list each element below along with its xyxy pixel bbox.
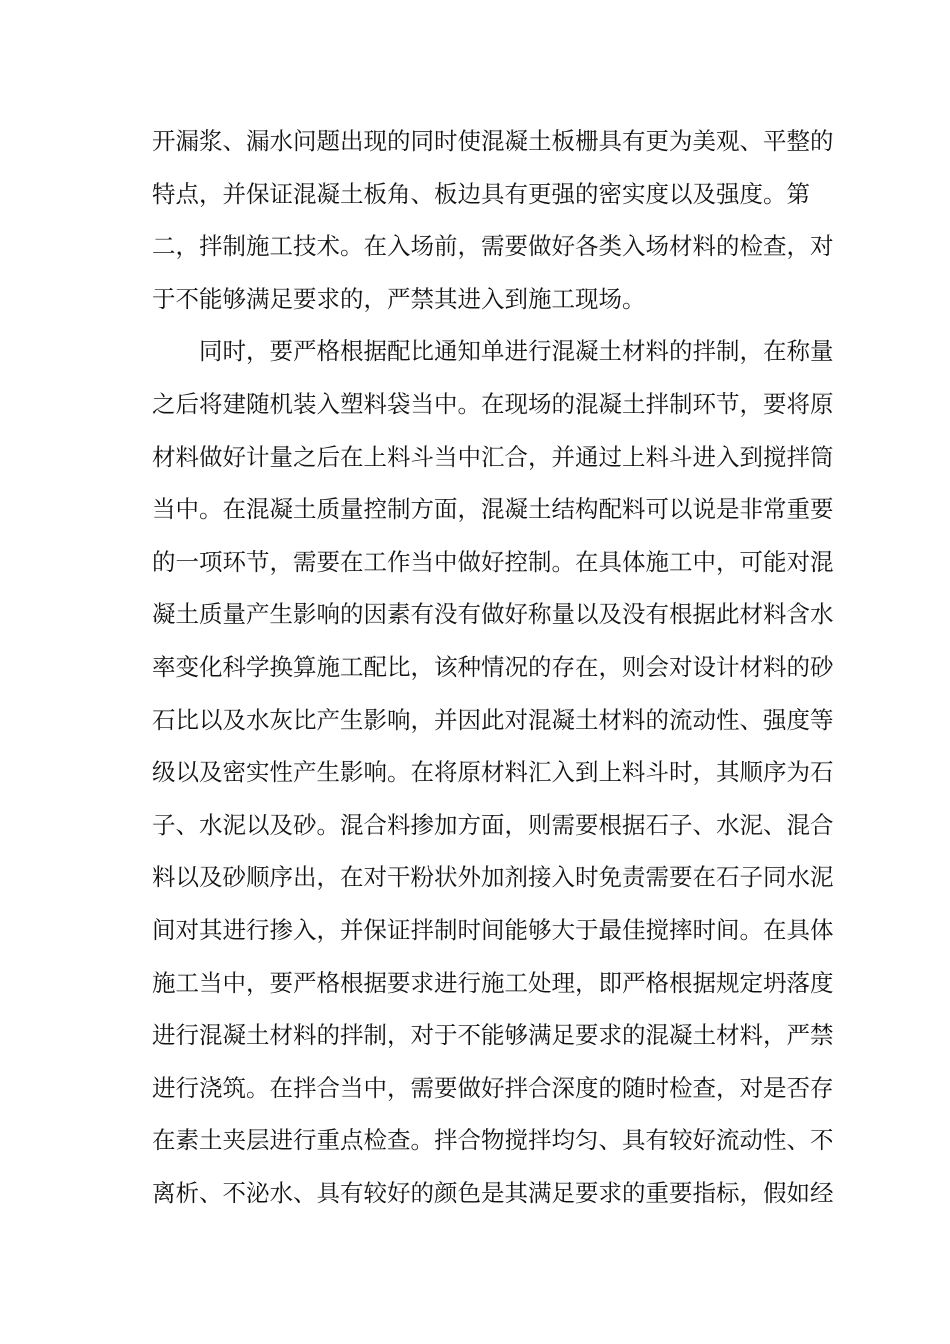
- text-line: 的一项环节，需要在工作当中做好控制。在具体施工中，可能对混: [152, 547, 834, 576]
- text-line: 子、水泥以及砂。混合料掺加方面，则需要根据石子、水泥、混合: [152, 810, 834, 839]
- text-line: 同时，要严格根据配比通知单进行混凝土材料的拌制，在称量: [199, 337, 834, 366]
- text-line: 率变化科学换算施工配比，该种情况的存在，则会对设计材料的砂: [152, 652, 834, 681]
- text-line: 特点，并保证混凝土板角、板边具有更强的密实度以及强度。第: [152, 179, 810, 208]
- text-line: 当中。在混凝土质量控制方面，混凝土结构配料可以说是非常重要: [152, 495, 834, 524]
- text-line: 料以及砂顺序出，在对干粉状外加剂接入时免责需要在石子同水泥: [152, 863, 834, 892]
- text-line: 二，拌制施工技术。在入场前，需要做好各类入场材料的检查，对: [152, 232, 834, 261]
- text-line: 间对其进行掺入，并保证拌制时间能够大于最佳搅摔时间。在具体: [152, 915, 834, 944]
- paragraph-1: [152, 115, 834, 325]
- text-line: 之后将建随机装入塑料袋当中。在现场的混凝土拌制环节，要将原: [152, 389, 834, 418]
- text-line: 离析、不泌水、具有较好的颜色是其满足要求的重要指标，假如经: [152, 1178, 834, 1207]
- text-line: 进行浇筑。在拌合当中，需要做好拌合深度的随时检查，对是否存: [152, 1073, 834, 1102]
- text-line: 于不能够满足要求的，严禁其进入到施工现场。: [152, 284, 646, 313]
- text-line: 石比以及水灰比产生影响，并因此对混凝土材料的流动性、强度等: [152, 705, 834, 734]
- body-text: [152, 115, 834, 1219]
- paragraph-2: [152, 325, 834, 1219]
- text-line: 凝土质量产生影响的因素有没有做好称量以及没有根据此材料含水: [152, 600, 834, 629]
- text-line: 施工当中，要严格根据要求进行施工处理，即严格根据规定坍落度: [152, 968, 834, 997]
- text-line: 材料做好计量之后在上料斗当中汇合，并通过上料斗进入到搅拌筒: [152, 442, 834, 471]
- text-line: 开漏浆、漏水问题出现的同时使混凝土板栅具有更为美观、平整的: [152, 127, 834, 155]
- text-line: 级以及密实性产生影响。在将原材料汇入到上料斗时，其顺序为石: [152, 758, 834, 787]
- text-line: 进行混凝土材料的拌制，对于不能够满足要求的混凝土材料，严禁: [152, 1021, 834, 1050]
- text-line: 在素土夹层进行重点检查。拌合物搅拌均匀、具有较好流动性、不: [152, 1126, 834, 1155]
